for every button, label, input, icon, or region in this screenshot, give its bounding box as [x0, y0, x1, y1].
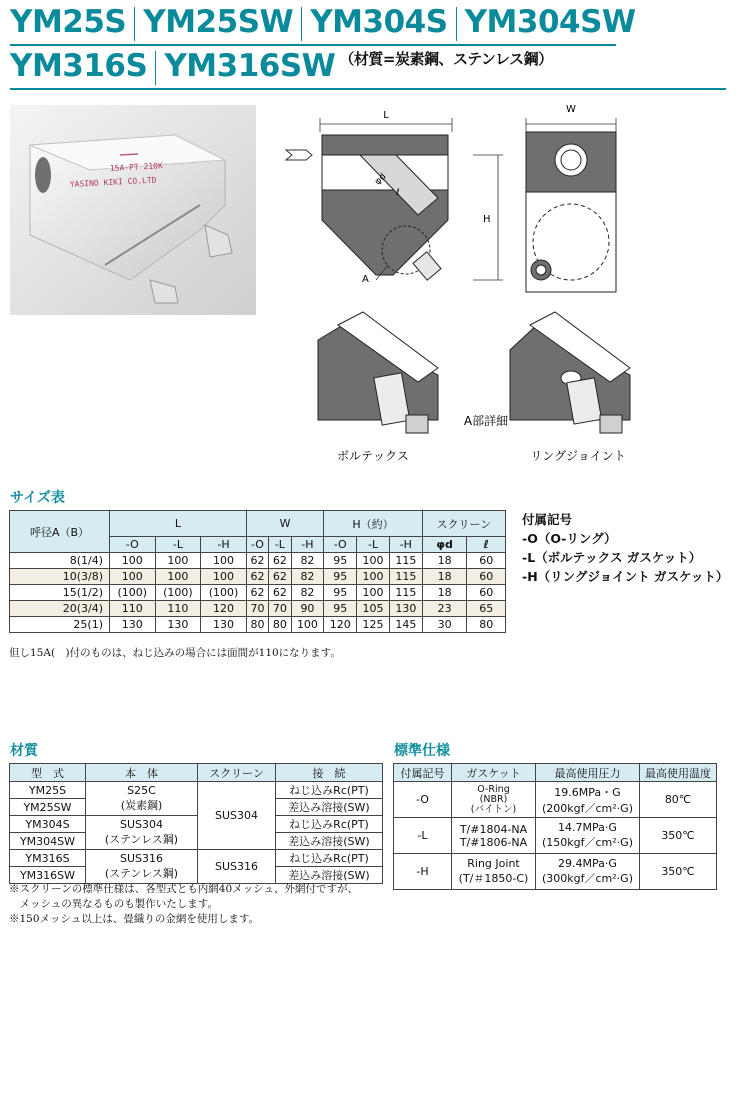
size-table-row	[10, 601, 506, 617]
header-sub: -H	[389, 537, 422, 553]
spec-gasket: O-Ring (NBR) (バイトン)	[452, 782, 536, 818]
size-value-cell: 62	[246, 585, 268, 601]
size-value-cell: 130	[110, 617, 156, 633]
size-value-cell: 82	[291, 585, 324, 601]
spec-gasket: T/#1804-NA T/#1806-NA	[452, 818, 536, 854]
size-value-cell: 62	[246, 569, 268, 585]
title-divider	[301, 7, 302, 41]
size-value-cell: (100)	[155, 585, 201, 601]
size-value-cell: 100	[357, 585, 390, 601]
model-cell: YM316S	[10, 850, 86, 867]
spec-table-title: 標準仕様	[394, 743, 450, 759]
size-value-cell: 120	[324, 617, 357, 633]
material-subtitle: （材質=炭素鋼、ステンレス鋼）	[339, 50, 553, 68]
size-value-cell: 115	[389, 585, 422, 601]
body-cell: SUS316 (ステンレス鋼)	[86, 850, 198, 884]
header-sub: -O	[246, 537, 268, 553]
size-value-cell: 125	[357, 617, 390, 633]
accessory-item: -H（リングジョイント ガスケット）	[522, 569, 729, 584]
accessory-title: 付属記号	[522, 512, 573, 527]
size-value-cell: 60	[467, 569, 506, 585]
detail-A-marker: A	[362, 274, 369, 285]
dimension-H-label: H	[483, 214, 491, 225]
dimension-l-label: ℓ	[396, 188, 400, 198]
connection-cell: 差込み溶接(SW)	[276, 867, 383, 884]
dimension-phid-label: φd	[373, 171, 389, 188]
spec-pressure: 14.7MPa·G (150kgf／cm²·G)	[536, 818, 640, 854]
detail-vortex-drawing	[318, 312, 438, 433]
size-value-cell: (100)	[110, 585, 156, 601]
size-table-title: サイズ表	[10, 490, 65, 506]
size-value-cell: 95	[324, 569, 357, 585]
model-title: YM25SW	[143, 4, 294, 40]
model-cell: YM25S	[10, 782, 86, 799]
title-divider	[155, 51, 156, 85]
size-table-body	[10, 553, 506, 633]
size-value-cell: 110	[110, 601, 156, 617]
size-value-cell: 100	[357, 553, 390, 569]
model-title: YM316SW	[164, 48, 336, 84]
model-cell: YM304SW	[10, 833, 86, 850]
header-screen-material: スクリーン	[198, 764, 276, 782]
size-value-cell: 130	[155, 617, 201, 633]
size-value-cell: 95	[324, 553, 357, 569]
size-value-cell: 82	[291, 553, 324, 569]
title-rule	[10, 88, 726, 90]
header-sub: -L	[155, 537, 201, 553]
spec-temp: 350℃	[640, 818, 717, 854]
header-body: 本 体	[86, 764, 198, 782]
size-value-cell: 100	[357, 569, 390, 585]
product-photo	[10, 105, 256, 315]
header-pressure: 最高使用圧力	[536, 764, 640, 782]
header-sub: -H	[201, 537, 247, 553]
model-title: YM304S	[310, 4, 448, 40]
model-title: YM304SW	[464, 4, 636, 40]
accessory-item: -L（ボルテックス ガスケット）	[522, 550, 702, 565]
screen-cell: SUS316	[198, 850, 276, 884]
size-value-cell: 110	[155, 601, 201, 617]
body-cell: SUS304 (ステンレス鋼)	[86, 816, 198, 850]
size-value-cell: 60	[467, 553, 506, 569]
size-value-cell: 18	[422, 569, 467, 585]
header-sub: -O	[324, 537, 357, 553]
size-value-cell: 80	[269, 617, 291, 633]
accessory-item: -O（O-リング）	[522, 531, 617, 546]
size-value-cell: 62	[246, 553, 268, 569]
header-temperature: 最高使用温度	[640, 764, 717, 782]
title-line-1	[10, 4, 636, 41]
size-value-cell: 90	[291, 601, 324, 617]
connection-cell: 差込み溶接(SW)	[276, 833, 383, 850]
size-value-cell: 145	[389, 617, 422, 633]
size-table-row	[10, 569, 506, 585]
size-nominal-cell: 10(3/8)	[10, 569, 110, 585]
dimension-L-label: L	[383, 110, 389, 121]
size-table-row	[10, 617, 506, 633]
header-H: H（約）	[324, 511, 422, 537]
size-value-cell: 115	[389, 553, 422, 569]
detail-ring-drawing	[510, 312, 630, 433]
side-view-drawing	[286, 110, 503, 285]
header-sub: -L	[357, 537, 390, 553]
header-ell: ℓ	[467, 537, 506, 553]
header-gasket: ガスケット	[452, 764, 536, 782]
size-value-cell: 130	[201, 617, 247, 633]
size-value-cell: 100	[201, 569, 247, 585]
header-model: 型 式	[10, 764, 86, 782]
size-value-cell: 70	[269, 601, 291, 617]
size-nominal-cell: 15(1/2)	[10, 585, 110, 601]
title-rule	[10, 44, 616, 46]
size-value-cell: 65	[467, 601, 506, 617]
size-value-cell: 95	[324, 601, 357, 617]
end-view-drawing	[526, 104, 616, 292]
header-L: L	[110, 511, 247, 537]
size-value-cell: 95	[324, 585, 357, 601]
spec-temp: 350℃	[640, 854, 717, 890]
connection-cell: 差込み溶接(SW)	[276, 799, 383, 816]
material-table	[9, 763, 383, 884]
spec-gasket: Ring Joint (T/＃1850-C)	[452, 854, 536, 890]
size-nominal-cell: 20(3/4)	[10, 601, 110, 617]
header-screen: スクリーン	[422, 511, 505, 537]
header-W: W	[246, 511, 324, 537]
dimension-W-label: W	[566, 104, 576, 115]
size-value-cell: 80	[467, 617, 506, 633]
spec-code: -L	[394, 818, 452, 854]
size-value-cell: 120	[201, 601, 247, 617]
model-cell: YM304S	[10, 816, 86, 833]
title-line-2	[10, 48, 553, 85]
header-nominal: 呼径A（B）	[10, 511, 110, 553]
size-table-row	[10, 553, 506, 569]
size-value-cell: 23	[422, 601, 467, 617]
spec-temp: 80℃	[640, 782, 717, 818]
header-phid: φd	[422, 537, 467, 553]
size-nominal-cell: 25(1)	[10, 617, 110, 633]
size-table-note: 但し15A( )付のものは、ねじ込みの場合には面間が110になります。	[9, 647, 341, 659]
size-value-cell: 70	[246, 601, 268, 617]
header-sub: -H	[291, 537, 324, 553]
title-divider	[456, 7, 457, 41]
material-notes	[9, 882, 358, 927]
size-value-cell: 100	[155, 569, 201, 585]
header-code: 付属記号	[394, 764, 452, 782]
size-value-cell: 62	[269, 569, 291, 585]
spec-table	[393, 763, 717, 890]
material-note-line: ※150メッシュ以上は、畳織りの金網を使用します。	[9, 913, 259, 925]
header-sub: -L	[269, 537, 291, 553]
material-table-title: 材質	[10, 743, 38, 759]
size-value-cell: 62	[269, 585, 291, 601]
size-value-cell: 130	[389, 601, 422, 617]
model-cell: YM25SW	[10, 799, 86, 816]
size-value-cell: 100	[110, 553, 156, 569]
body-cell: S25C (炭素鋼)	[86, 782, 198, 816]
size-value-cell: 100	[110, 569, 156, 585]
vortex-caption: ボルテックス	[337, 449, 409, 463]
material-note-line: メッシュの異なるものも製作いたします。	[9, 898, 218, 910]
size-value-cell: 60	[467, 585, 506, 601]
screen-cell: SUS304	[198, 782, 276, 850]
header-sub: -O	[110, 537, 156, 553]
spec-code: -H	[394, 854, 452, 890]
size-value-cell: 18	[422, 585, 467, 601]
model-cell: YM316SW	[10, 867, 86, 884]
size-value-cell: 100	[291, 617, 324, 633]
accessory-codes	[522, 510, 728, 586]
photo-marking-1: 15A-PT 210K	[109, 161, 164, 173]
size-value-cell: 105	[357, 601, 390, 617]
size-value-cell: 100	[155, 553, 201, 569]
detail-A-caption: A部詳細	[463, 414, 509, 428]
header-connection: 接 続	[276, 764, 383, 782]
size-value-cell: 80	[246, 617, 268, 633]
strainer-photo-illustration	[10, 105, 256, 315]
size-value-cell: 100	[201, 553, 247, 569]
size-value-cell: 62	[269, 553, 291, 569]
size-value-cell: (100)	[201, 585, 247, 601]
size-value-cell: 82	[291, 569, 324, 585]
technical-drawing	[278, 100, 740, 470]
size-value-cell: 30	[422, 617, 467, 633]
connection-cell: ねじ込みRc(PT)	[276, 816, 383, 833]
spec-pressure: 19.6MPa・G (200kgf／cm²·G)	[536, 782, 640, 818]
size-value-cell: 115	[389, 569, 422, 585]
size-table	[9, 510, 506, 633]
size-table-row	[10, 585, 506, 601]
material-note-line: ※スクリーンの標準仕様は、各型式とも内網40メッシュ、外網付ですが、	[9, 883, 358, 895]
title-divider	[134, 7, 135, 41]
spec-code: -O	[394, 782, 452, 818]
connection-cell: ねじ込みRc(PT)	[276, 850, 383, 867]
photo-marking-2: YASINO KIKI CO.LTD	[69, 175, 157, 189]
size-value-cell: 18	[422, 553, 467, 569]
size-nominal-cell: 8(1/4)	[10, 553, 110, 569]
model-title: YM316S	[10, 48, 148, 84]
connection-cell: ねじ込みRc(PT)	[276, 782, 383, 799]
spec-pressure: 29.4MPa·G (300kgf／cm²·G)	[536, 854, 640, 890]
model-title: YM25S	[10, 4, 127, 40]
ring-joint-caption: リングジョイント	[530, 449, 626, 463]
